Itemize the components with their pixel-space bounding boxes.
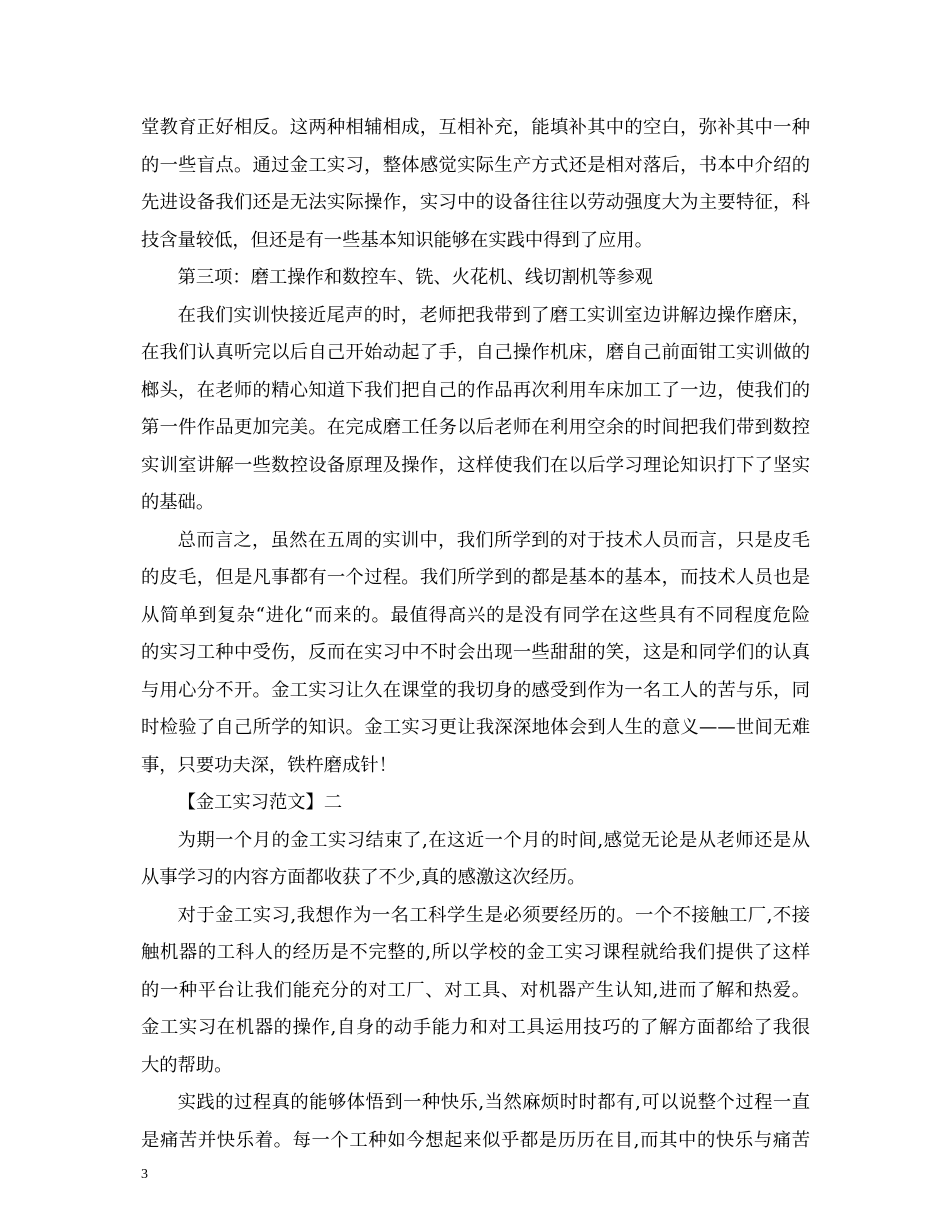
section-heading-text: 第三项：磨工操作和数控车、铣、火花机、线切割机等参观 [177,267,653,288]
text-line: 从简单到复杂“进化“而来的。最值得高兴的是没有同学在这些具有不同程度危险 [141,604,810,626]
text-line: 的一些盲点。通过金工实习，整体感觉实际生产方式还是相对落后，书本中介绍的 [141,154,810,176]
text-line: 事，只要功夫深，铁杵磨成针！ [141,754,397,776]
text-line: 第一件作品更加完美。在完成磨工任务以后老师在利用空余的时间把我们带到数控 [141,417,810,438]
text-line: 的实习工种中受伤，反而在实习中不时会出现一些甜甜的笑，这是和同学们的认真 [141,642,810,663]
text-line: 总而言之，虽然在五周的实训中，我们所学到的对于技术人员而言，只是皮毛 [177,529,810,551]
text-line: 对于金工实习,我想作为一名工科学生是必须要经历的。一个不接触工厂,不接 [177,904,810,926]
text-line: 技含量较低，但还是有一些基本知识能够在实践中得到了应用。 [141,229,653,251]
text-line: 从事学习的内容方面都收获了不少,真的感激这次经历。 [141,867,586,888]
paragraph [141,1084,810,1159]
text-line: 的基础。 [141,492,215,513]
section-heading-text: 【金工实习范文】二 [177,792,343,813]
text-line: 先进设备我们还是无法实际操作，实习中的设备往往以劳动强度大为主要特征，科 [141,192,810,213]
text-line: 为期一个月的金工实习结束了,在这近一个月的时间,感觉无论是从老师还是从 [177,829,810,851]
page-number: 3 [141,1167,148,1182]
text-line: 触机器的工科人的经历是不完整的,所以学校的金工实习课程就给我们提供了这样 [141,942,810,963]
paragraph [141,897,810,1085]
paragraph [141,297,810,522]
section-heading [141,259,810,297]
paragraph [141,522,810,785]
paragraph [141,109,810,259]
text-line: 实践的过程真的能够体悟到一种快乐,当然麻烦时时都有,可以说整个过程一直 [177,1092,810,1113]
text-line: 榔头，在老师的精心知道下我们把自己的作品再次利用车床加工了一边，使我们的 [141,379,810,401]
text-line: 在我们实训快接近尾声的时，老师把我带到了磨工实训室边讲解边操作磨床， [177,304,810,326]
text-line: 在我们认真听完以后自己开始动起了手，自己操作机床，磨自己前面钳工实训做的 [141,342,810,363]
document-body [141,109,810,1159]
text-line: 大的帮助。 [141,1054,233,1076]
text-line: 与用心分不开。金工实习让久在课堂的我切身的感受到作为一名工人的苦与乐，同 [141,679,810,701]
text-line: 实训室讲解一些数控设备原理及操作，这样使我们在以后学习理论知识打下了坚实 [141,454,810,476]
text-line: 的一种平台让我们能充分的对工厂、对工具、对机器产生认知,进而了解和热爱。 [141,979,810,1001]
text-line: 是痛苦并快乐着。每一个工种如今想起来似乎都是历历在目,而其中的快乐与痛苦 [141,1129,810,1151]
text-line: 堂教育正好相反。这两种相辅相成，互相补充，能填补其中的空白，弥补其中一种 [141,117,810,138]
text-line: 金工实习在机器的操作,自身的动手能力和对工具运用技巧的了解方面都给了我很 [141,1017,810,1038]
text-line: 的皮毛，但是凡事都有一个过程。我们所学到的都是基本的基本，而技术人员也是 [141,567,810,588]
paragraph [141,822,810,897]
text-line: 时检验了自己所学的知识。金工实习更让我深深地体会到人生的意义——世间无难 [141,717,810,738]
section-heading [141,784,810,822]
